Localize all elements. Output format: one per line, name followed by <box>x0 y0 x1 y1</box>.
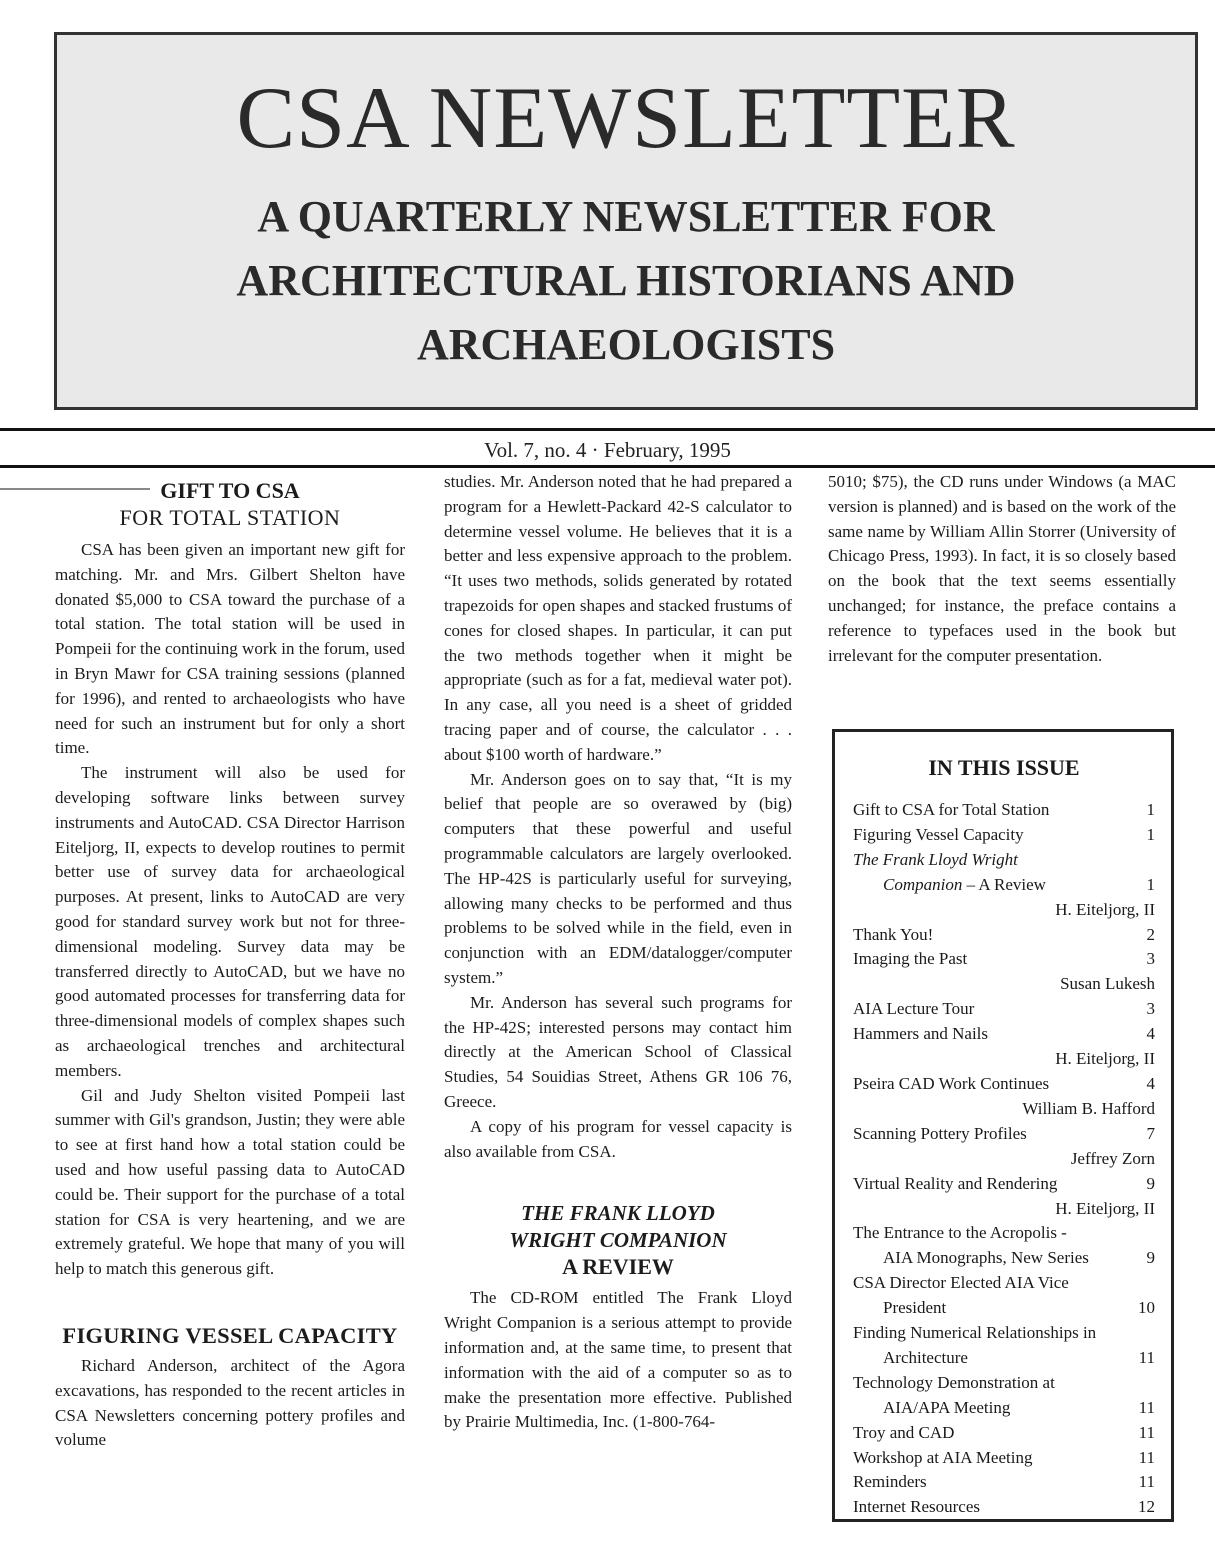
issue-info: Vol. 7, no. 4 · February, 1995 <box>484 438 731 462</box>
toc-entry <box>853 798 1155 823</box>
toc-entry <box>853 823 1155 848</box>
toc-entry <box>853 1396 1155 1421</box>
toc-entry <box>853 1495 1155 1520</box>
toc-author: H. Eiteljorg, II <box>1055 1049 1155 1069</box>
toc-entry <box>853 947 1155 972</box>
toc-entry-title: Technology Demonstration at <box>853 1372 1055 1392</box>
toc-author: H. Eiteljorg, II <box>1055 1198 1155 1218</box>
toc-entry-page: 12 <box>1138 1497 1155 1517</box>
toc-entry <box>853 848 1155 873</box>
masthead <box>54 32 1198 410</box>
toc-title: IN THIS ISSUE <box>928 755 1080 780</box>
vessel-paragraph-2: Mr. Anderson goes on to say that, “It is my belief that people are so overawed by (big) computers that these powerful and useful programmable calculators are largely overlooked. The HP-42S is particularly useful for surveying, allowing many checks to be performed and thus problems to be solved while in the field, even in conjunction with an EDM/datalogger/computer system.” <box>444 769 792 987</box>
toc-entry-page: 9 <box>1146 1173 1155 1193</box>
toc-entry <box>853 1321 1155 1346</box>
toc-entry-page: 4 <box>1146 1024 1155 1044</box>
toc-entry-title: Imaging the Past <box>853 949 968 969</box>
toc-entry-title: AIA Monographs, New Series <box>883 1248 1089 1268</box>
gift-paragraph-2: The instrument will also be used for developing software links between survey instruments and AutoCAD. CSA Director Harrison Eiteljorg, II, expects to develop routines to permit better use of survey data for archaeological purposes. At present, links to AutoCAD are very good for standard survey work but not for three-dimensional modeling. Survey data may be transferred directly to AutoCAD, but we have no good automated processes for transferring data for three-dimensional models of complex shapes such as archaeological trenches and architectural members. <box>55 763 405 1080</box>
toc-author: William B. Hafford <box>1022 1098 1155 1118</box>
toc-entry-title: CSA Director Elected AIA Vice <box>853 1273 1069 1293</box>
toc-entry-page: 11 <box>1138 1422 1155 1442</box>
toc-entry-page: 11 <box>1138 1472 1155 1492</box>
toc-entry-page: 1 <box>1146 824 1155 844</box>
toc-entry-page: 11 <box>1138 1347 1155 1367</box>
toc-entry-title: Reminders <box>853 1472 927 1492</box>
toc-entry-title: Finding Numerical Relationships in <box>853 1323 1097 1343</box>
toc-entry <box>853 923 1155 948</box>
gift-subheading: FOR TOTAL STATION <box>119 505 341 530</box>
toc-entry-title: The Frank Lloyd Wright <box>853 849 1018 869</box>
toc-entry-title: Troy and CAD <box>853 1422 955 1442</box>
toc-entry <box>853 1221 1155 1246</box>
frank-paragraph-1: The CD-ROM entitled The Frank Lloyd Wright Companion is a serious attempt to provide information and, at the same time, to present that information with the aid of a computer so as to make the presentation more effective. Published by Prairie Multimedia, Inc. (1-800-764- <box>444 1288 792 1432</box>
top-rule <box>0 428 1215 431</box>
toc-entry-page: 3 <box>1146 999 1155 1019</box>
toc-author: Jeffrey Zorn <box>1070 1148 1155 1168</box>
toc-entry <box>853 873 1155 898</box>
toc-entry-page: 1 <box>1146 874 1155 894</box>
toc-entry-title: Workshop at AIA Meeting <box>853 1447 1033 1467</box>
toc-entry-title: Internet Resources <box>853 1497 980 1517</box>
toc-entry-page: 9 <box>1146 1248 1155 1268</box>
toc-entry-title: AIA Lecture Tour <box>853 999 975 1019</box>
gift-heading: GIFT TO CSA <box>160 478 300 503</box>
toc-entry-page: 11 <box>1138 1447 1155 1467</box>
toc-entry <box>853 1296 1155 1321</box>
toc-entry-page: 3 <box>1146 949 1155 969</box>
vessel-heading: FIGURING VESSEL CAPACITY <box>62 1322 398 1348</box>
toc-entry-title: Companion – A Review <box>883 874 1046 894</box>
toc-entry-page: 7 <box>1146 1123 1155 1143</box>
toc-entry-title: Figuring Vessel Capacity <box>853 824 1024 844</box>
toc-entry <box>853 1122 1155 1147</box>
toc-entry <box>853 1172 1155 1197</box>
toc-entry-title: Architecture <box>883 1347 968 1367</box>
newsletter-title: CSA NEWSLETTER <box>236 70 1016 167</box>
toc-entry-page <box>1133 1221 1155 1246</box>
toc-entry <box>853 1421 1155 1446</box>
toc-entry-title: AIA/APA Meeting <box>883 1397 1011 1417</box>
toc-entry-title: Pseira CAD Work Continues <box>853 1073 1050 1093</box>
newsletter-subtitle: A QUARTERLY NEWSLETTER FOR ARCHITECTURAL HISTORIANS AND ARCHAEOLOGISTS <box>236 192 1016 369</box>
toc-list <box>853 798 1155 1520</box>
frank-heading-1: THE FRANK LLOYD <box>521 1201 715 1226</box>
toc-entry <box>853 1346 1155 1371</box>
column-3 <box>828 470 1176 668</box>
toc-author: Susan Lukesh <box>1060 974 1155 994</box>
toc-entry-page: 2 <box>1146 924 1155 944</box>
toc-entry <box>853 1446 1155 1471</box>
toc-entry-page <box>1133 1271 1155 1296</box>
toc-entry <box>853 1470 1155 1495</box>
vessel-paragraph-3: Mr. Anderson has several such programs for the HP-42S; interested persons may contact him directly at the American School of Classical Studies, 54 Souidias Street, Athens GR 106 76, Greece. <box>444 992 792 1111</box>
column-2 <box>444 470 792 1435</box>
toc-entry-title: President <box>883 1298 947 1318</box>
vessel-paragraph-1: Richard Anderson, architect of the Agora excavations, has responded to the recent articles in CSA Newsletters concerning pottery profiles and volume <box>55 1355 405 1450</box>
vessel-paragraph-1-cont: studies. Mr. Anderson noted that he had prepared a program for a Hewlett-Packard 42-S calculator to determine vessel volume. He believes that it is a better and less expensive approach to the problem. “It uses two methods, solids generated by rotated trapezoids for open shapes and stacked frustums of cones for closed shapes. In particular, it can put the two methods together when it might be appropriate (such as for a fat, medieval water pot). In any case, all you need is a sheet of gridded tracing paper and of course, the calculator . . . about $100 worth of hardware.” <box>444 472 792 764</box>
toc-entry-page: 4 <box>1146 1073 1155 1093</box>
toc-entry-page: 10 <box>1138 1298 1155 1318</box>
column-1 <box>55 470 405 1453</box>
toc-entry-page <box>1133 1321 1155 1346</box>
toc-entry-page <box>1133 1371 1155 1396</box>
toc-entry <box>853 1371 1155 1396</box>
toc-entry <box>853 1022 1155 1047</box>
gift-paragraph-3: Gil and Judy Shelton visited Pompeii last summer with Gil's grandson, Justin; they were able to see at first hand how a total station could be used and how useful passing data to AutoCAD could be. Their support for the purchase of a total station for CSA is very heartening, and we are extremely grateful. We hope that many of you will help to match this generous gift. <box>55 1085 405 1279</box>
toc-author: H. Eiteljorg, II <box>1055 899 1155 919</box>
toc-entry-title: Virtual Reality and Rendering <box>853 1173 1058 1193</box>
toc-entry-title: Thank You! <box>853 924 934 944</box>
toc-entry <box>853 997 1155 1022</box>
toc-entry-page: 11 <box>1138 1397 1155 1417</box>
frank-heading-2: WRIGHT COMPANION <box>509 1228 727 1253</box>
toc-entry-page: 1 <box>1146 800 1155 819</box>
issue-rule <box>0 465 1215 468</box>
toc-entry-title: The Entrance to the Acropolis - <box>853 1223 1067 1243</box>
frank-paragraph-1-cont: 5010; $75), the CD runs under Windows (a MAC version is planned) and is based on the work of the same name by William Allin Storrer (University of Chicago Press, 1993). In fact, it is so closely based on the book that the text seems essentially unchanged; for instance, the preface contains a reference to typefaces used in the book but irrelevant for the computer presentation. <box>828 472 1176 665</box>
toc-entry-title: Hammers and Nails <box>853 1024 989 1044</box>
frank-heading-3: A REVIEW <box>562 1254 674 1280</box>
toc-entry-title: Gift to CSA for Total Station <box>853 800 1050 819</box>
gift-paragraph-1: CSA has been given an important new gift for matching. Mr. and Mrs. Gilbert Shelton have donated $5,000 to CSA toward the purchase of a total station. The total station will be used in Pompeii for the continuing work in the forum, used in Bryn Mawr for CSA training sessions (planned for 1996), and rented to archaeologists who have need for such an instrument but for only a short time. <box>55 540 405 758</box>
toc-entry <box>853 1246 1155 1271</box>
in-this-issue-box <box>832 729 1174 1522</box>
toc-entry-title: Scanning Pottery Profiles <box>853 1123 1027 1143</box>
toc-entry-page <box>1133 848 1155 873</box>
toc-entry <box>853 1271 1155 1296</box>
vessel-paragraph-4: A copy of his program for vessel capacity is also available from CSA. <box>444 1116 792 1161</box>
toc-entry <box>853 1072 1155 1097</box>
